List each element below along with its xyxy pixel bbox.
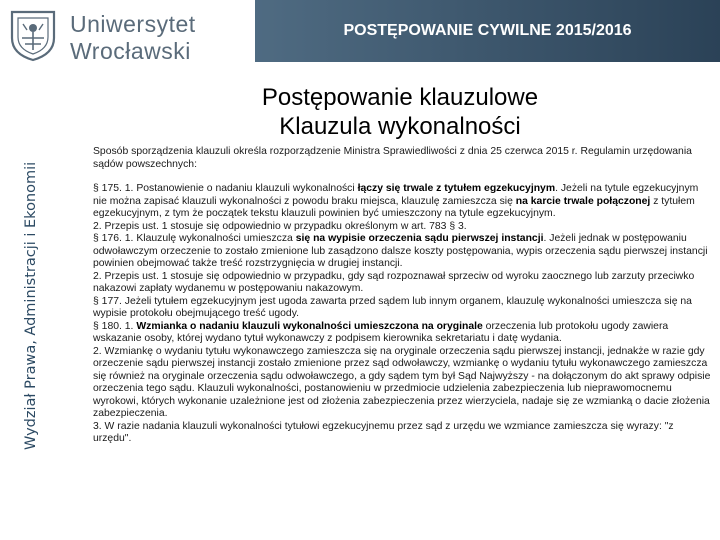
bold-text: łączy się trwale z tytułem egzekucyjnym: [357, 183, 556, 194]
bold-text: na karcie trwale połączonej: [515, 195, 651, 207]
logo-line-1: Uniwersytet: [70, 11, 196, 37]
university-crest-icon: [8, 8, 58, 62]
paragraph-180-2: 2. Wzmiankę o wydaniu tytułu wykonawczego zamieszcza się na oryginale orzeczenia sądu pierwszej instancji, jednakże w razie gdy orzeczenie sądu pierwszej instancji zostało zmienione przez sąd odwoławczy, wzmiankę o wydaniu tytułu wykonawczego zamieszcza się również na oryginale orzeczenia sądu odwoławczego, a gdy sądem tym był Sąd Najwyższy - na dołączonym do akt sprawy odpisie orzeczenia tego sądu. Klauzuli wykonalności, postanowieniu w przedmiocie udzielenia zabezpieczenia lub nieprawomocnemu wyrokowi, których wykonanie uzależnione jest od złożenia zabezpieczenia przez wierzyciela, nadaje się ze wzmianką o dacie złożenia zabezpieczenia.: [93, 345, 711, 419]
paragraph-177: § 177. Jeżeli tytułem egzekucyjnym jest ugoda zawarta przed sądem lub innym organem, klauzulę wykonalności umieszcza się na wypisie protokołu obejmującego treść ugody.: [93, 295, 692, 319]
top-bar: [0, 0, 720, 68]
paragraph-175-1: [93, 183, 713, 221]
header-title: POSTĘPOWANIE CYWILNE 2015/2016: [343, 22, 632, 39]
bold-text: Wzmianka o nadaniu klauzuli wykonalności umieszczona na oryginale: [136, 320, 483, 332]
slide-title-line-2: Klauzula wykonalności: [279, 113, 521, 140]
paragraph-176-2: 2. Przepis ust. 1 stosuje się odpowiednio w przypadku, gdy sąd rozpoznawał sprzeciw od wyroku zaocznego lub zarzuty przeciwko nakazowi zapłaty wydanemu w postępowaniu nakazowym.: [93, 270, 695, 294]
faculty-name: Wydział Prawa, Administracji i Ekonomii: [23, 161, 39, 450]
university-logo: [8, 8, 208, 64]
slide-title-line-1: Postępowanie klauzulowe: [261, 84, 539, 111]
header-band: [255, 0, 720, 62]
paragraph-176-1: [93, 233, 713, 271]
text: § 180. 1.: [93, 320, 137, 332]
text: orzeczenia lub protokołu ugody zawiera wskazanie osoby, której wydano tytuł wykonawczy z podpisem kierownika sekretariatu i datę wydania.: [93, 320, 669, 344]
text: z tytułem egzekucyjnym, z tym że początek tekstu klauzuli powinien być umieszczony na tytule egzekucyjnym.: [93, 195, 695, 219]
text: . Jeżeli jednak w postępowaniu odwoławczym orzeczenie to zostało zmienione lub zasądzono dalsze koszty postępowania, wypis orzeczenia sądu pierwszej instancji powinien obejmować także treść rozstrzygnięcia w drugiej instancji.: [93, 233, 708, 269]
paragraph-180-3: 3. W razie nadania klauzuli wykonalności tytułowi egzekucyjnemu przez sąd z urzędu we wzmiance zamieszcza się wyrazy: "z urzędu".: [93, 420, 674, 444]
text: § 175. 1. Postanowienie o nadaniu klauzuli wykonalności: [93, 183, 358, 194]
slide-content: [93, 146, 713, 446]
bold-text: się na wypisie orzeczenia sądu pierwszej instancji: [295, 233, 544, 244]
text: . Jeżeli na tytule egzekucyjnym nie można zapisać klauzuli wykonalności z powodu braku miejsca, klauzulę zamieszcza się: [93, 183, 699, 207]
intro-paragraph: Sposób sporządzenia klauzuli określa rozporządzenie Ministra Sprawiedliwości z dnia 25 czerwca 2015 r. Regulamin urzędowania sądów powszechnych:: [93, 146, 692, 170]
paragraph-175-2: 2. Przepis ust. 1 stosuje się odpowiednio w przypadku określonym w art. 783 § 3.: [93, 220, 467, 232]
logo-line-2: Wrocławski: [70, 38, 191, 64]
slide-title: [150, 83, 650, 141]
text: § 176. 1. Klauzulę wykonalności umieszcza: [93, 233, 296, 244]
paragraph-180-1: [93, 321, 713, 346]
